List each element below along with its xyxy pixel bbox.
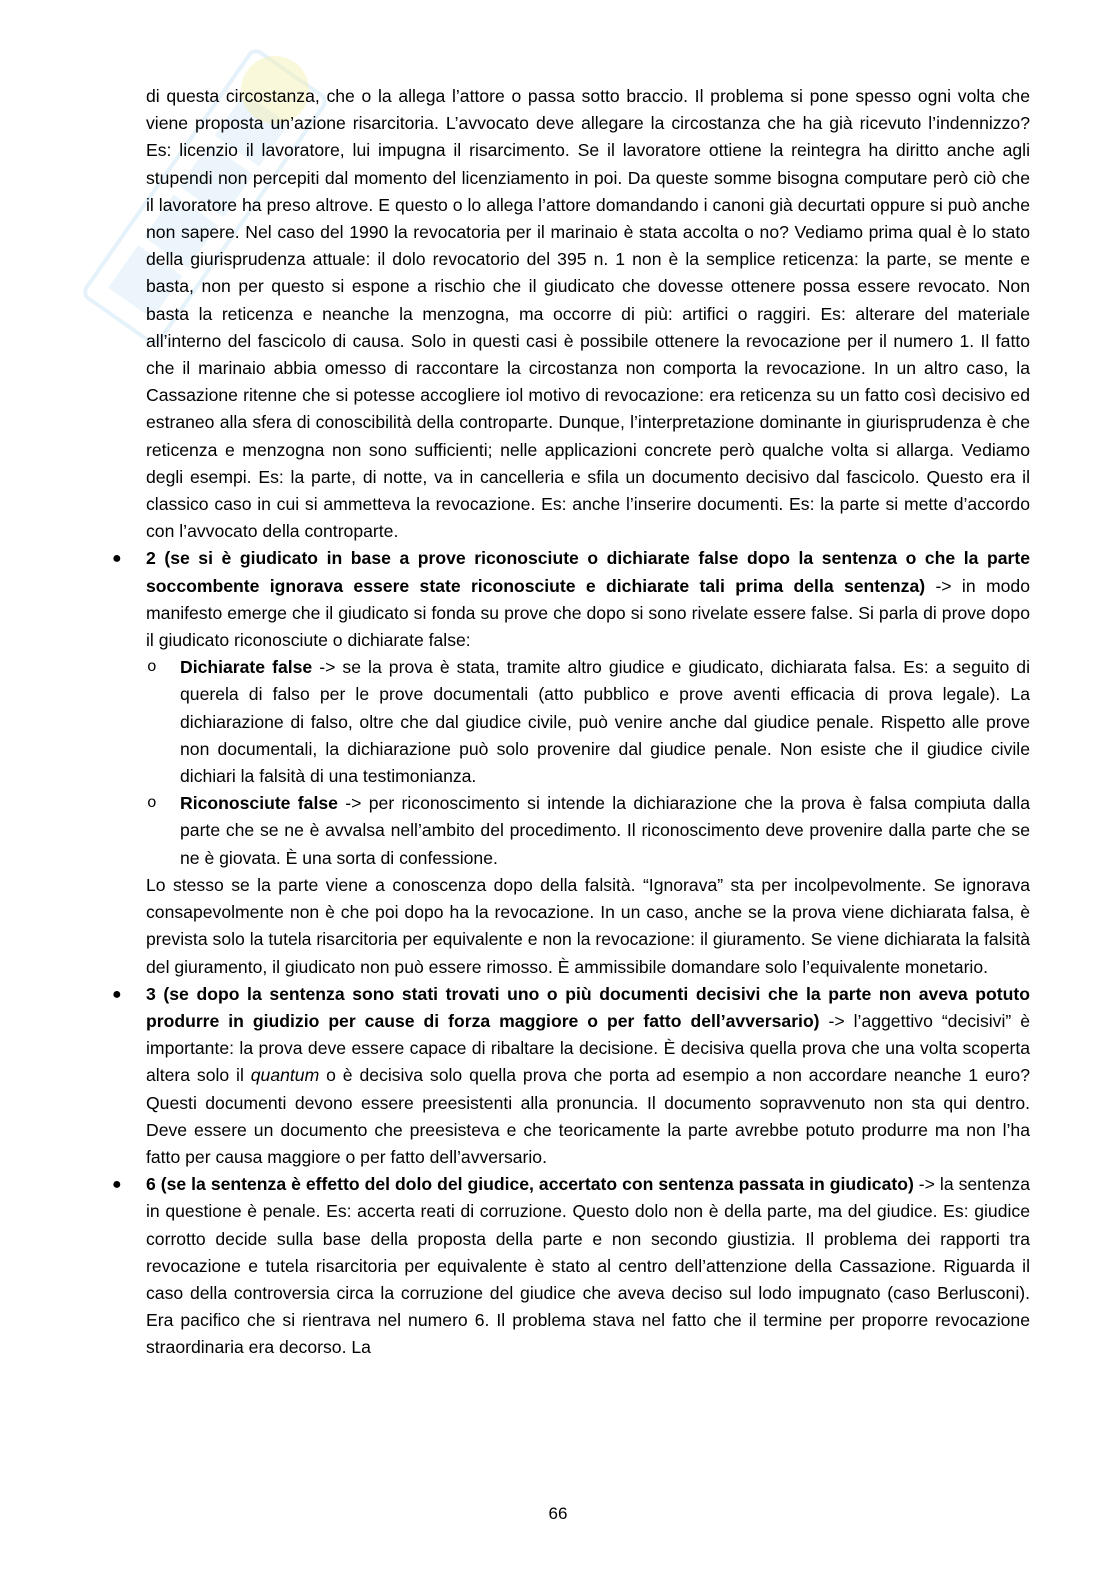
ground-3-italic-term: quantum — [250, 1065, 320, 1086]
list-item-ground-6 — [112, 1171, 1030, 1361]
intro-paragraph: di questa circostanza, che o la allega l’attore o passa sotto braccio. Il problema si pone spesso ogni volta che viene proposta un’azione risarcitoria. L’avvocato deve allegare la circostanza che ha già ricevuto l’indennizzo? Es: licenzio il lavoratore, lui impugna il risarcimento. Se il lavoratore ottiene la reintegra ha diritto anche agli stupendi non percepiti dal momento del licenziamento in poi. Da queste somme bisogna computare però ciò che il lavoratore ha preso altrove. E questo o lo allega l’attore domandando i canoni già decurtati oppure si può anche non sapere. Nel caso del 1990 la revocatoria per il marinaio è stata accolta o no? Vediamo prima qual è lo stato della giurisprudenza attuale: il dolo revocatorio del 395 n. 1 non è la semplice reticenza: la parte, se mente e basta, non per questo si espone a rischio che il giudicato che dovesse ottenere possa essere revocato. Non basta la reticenza e neanche la menzogna, ma occorre di più: artifici o raggiri. Es: alterare del materiale all’interno del fascicolo di causa. Solo in questi casi è possibile ottenere la revocazione per il numero 1. Il fatto che il marinaio abbia omesso di raccontare la circostanza non comporta la revocazione. In un altro caso, la Cassazione ritenne che si potesse accogliere iol motivo di revocazione: era reticenza su un fatto così decisivo ed estraneo alla sfera di conoscibilità della controparte. Dunque, l’interpretazione dominante in giurisprudenza è che reticenza e menzogna non sono sufficienti; nelle applicazioni concrete però qualche volta si allarga. Vediamo degli esempi. Es: la parte, di notte, va in cancelleria e sfila un documento decisivo dal fascicolo. Questo era il classico caso in cui si ammetteva la revocazione. Es: anche l’inserire documenti. Es: la parte si mette d’accordo con l’avvocato della controparte. — [146, 86, 1030, 542]
ground-3-paragraph — [146, 981, 1030, 1171]
circle-bullet-icon: o — [147, 658, 157, 677]
ground-3-text-b: o è decisiva solo quella prova che porta ad esempio a non accordare neanche 1 euro? Questi documenti devono essere preesistenti alla pronuncia. Il documento sopravvenuto non sta qui dentro. Deve essere un documento che preesisteva e che teoricamente la parte avrebbe potuto produrre ma non l’ha fatto per causa maggiore o per fatto dell’avversario. — [146, 1065, 1030, 1167]
ground-6-text: -> la sentenza in questione è penale. Es: accerta reati di corruzione. Questo dolo non è della parte, ma del giudice. Es: giudice corrotto decide sulla base della proposta della parte e non secondo giustizia. Il problema dei rapporti tra revocazione e tutela risarcitoria per equivalente è stato al centro dell’attenzione della Cassazione. Riguarda il caso della controversia circa la corruzione del giudice che aveva deciso sul lodo impugnato (caso Berlusconi). Era pacifico che si rientrava nel numero 6. Il problema stava nel fatto che il termine per proporre revocazione straordinaria era decorso. La — [146, 1174, 1030, 1358]
list-item-ground-2 — [112, 545, 1030, 980]
dichiarate-false-paragraph — [180, 654, 1030, 790]
ground-2-followup: Lo stesso se la parte viene a conoscenza dopo della falsità. “Ignorava” sta per incolpevolmente. Se ignorava consapevolmente non è che poi dopo ha la revocazione. In un caso, anche se la prova viene dichiarata falsa, è prevista solo la tutela risarcitoria per equivalente e non la revocazione: il giuramento. Se viene dichiarata la falsità del giuramento, il giudicato non può essere rimosso. È ammissibile domandare solo l’equivalente monetario. — [146, 874, 1030, 977]
bullet-icon: ● — [112, 985, 122, 1003]
sublist-item-riconosciute-false — [147, 790, 1030, 872]
page-number: 66 — [548, 1504, 568, 1523]
riconosciute-false-paragraph — [180, 790, 1030, 872]
ground-2-text: -> in modo manifesto emerge che il giudicato si fonda su prove che dopo si sono rivelate essere false. Si parla di prove dopo il giudicato riconosciute o dichiarate false: — [146, 575, 1030, 651]
document-body — [112, 83, 1030, 1362]
sublist-item-dichiarate-false — [147, 654, 1030, 790]
ground-3-heading: 3 (se dopo la sentenza sono stati trovati uno o più documenti decisivi che la parte non aveva potuto produrre in giudizio per cause di forza maggiore o per fatto dell’avversario) — [146, 983, 1030, 1031]
ground-6-heading: 6 (se la sentenza è effetto del dolo del giudice, accertato con sentenza passata in giudicato) — [146, 1174, 914, 1195]
bullet-icon: ● — [112, 1176, 122, 1194]
ground-2-heading: 2 (se si è giudicato in base a prove riconosciute o dichiarate false dopo la sentenza o che la parte soccombente ignorava essere state riconosciute e dichiarate tali prima della sentenza) — [146, 548, 1030, 596]
ground-2-sublist — [146, 654, 1030, 872]
list-item-ground-3 — [112, 981, 1030, 1171]
dichiarate-false-heading: Dichiarate false — [180, 657, 313, 678]
riconosciute-false-heading: Riconosciute false — [180, 793, 338, 814]
ground-6-paragraph — [146, 1171, 1030, 1361]
ground-3-text-a: -> l’aggettivo “decisivi” è importante: la prova deve essere capace di ribaltare la decisione. È decisiva quella prova che una volta scoperta altera solo il — [146, 1010, 1030, 1086]
revocation-grounds-list — [112, 545, 1030, 1361]
ground-2-paragraph — [146, 545, 1030, 654]
dichiarate-false-text: -> se la prova è stata, tramite altro giudice e giudicato, dichiarata falsa. Es: a seguito di querela di falso per le prove documentali (atto pubblico e prove aventi efficacia di prova legale). La dichiarazione di falso, oltre che dal giudice civile, può venire anche dal giudice penale. Rispetto alle prove non documentali, la dichiarazione può solo provenire dal giudice penale. Non esiste che il giudice civile dichiari la falsità di una testimonianza. — [180, 657, 1030, 787]
bullet-icon: ● — [112, 550, 122, 568]
circle-bullet-icon: o — [147, 794, 157, 813]
riconosciute-false-text: -> per riconoscimento si intende la dichiarazione che la prova è falsa compiuta dalla parte che se ne è avvalsa nell’ambito del procedimento. Il riconoscimento deve provenire dalla parte che se ne è giovata. È una sorta di confessione. — [180, 793, 1030, 868]
